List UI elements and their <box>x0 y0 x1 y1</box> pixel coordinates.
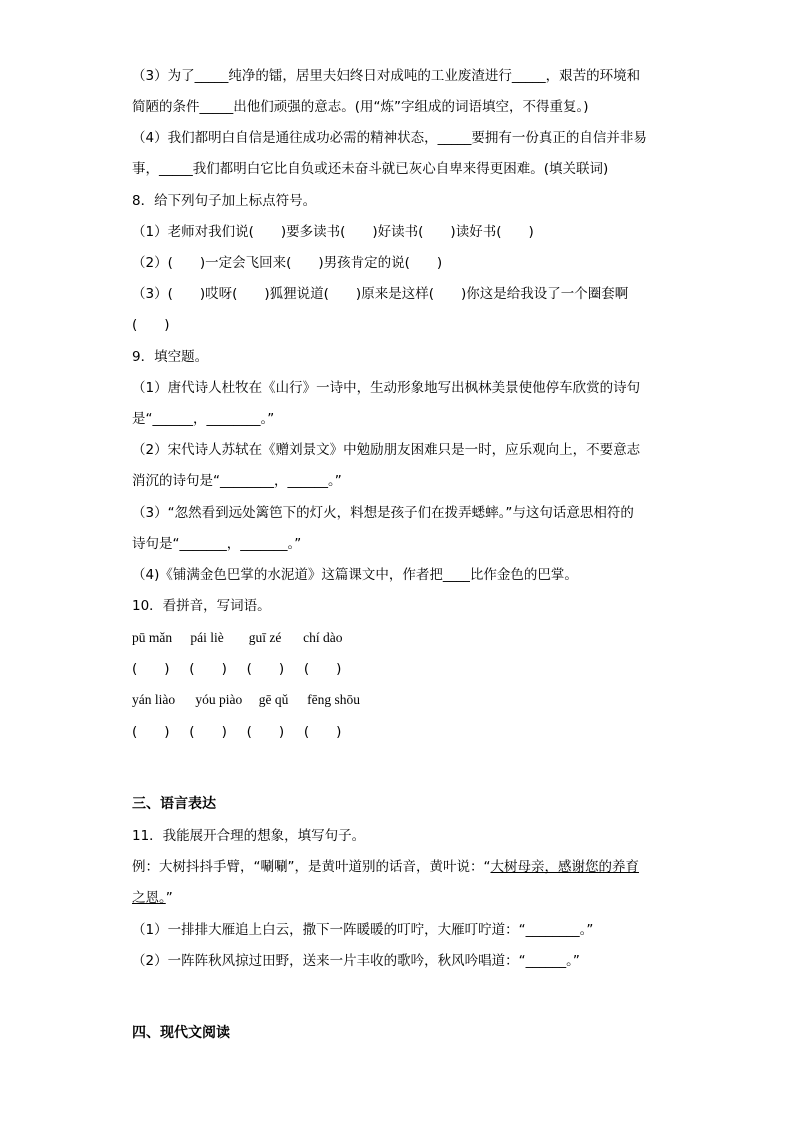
q11-heading: 11．我能展开合理的想象，填写句子。 <box>132 828 366 844</box>
q7-item4-line1: （4）我们都明白自信是通往成功必需的精神状态，_____要拥有一份真正的自信并非易 <box>132 130 647 146</box>
q8-item1: （1）老师对我们说( )要多读书( )好读书( )读好书( ) <box>132 224 534 240</box>
q11-example-line2 <box>132 888 173 908</box>
example-suffix: ” <box>165 890 173 906</box>
q10-pinyin-row2 <box>132 690 360 710</box>
answer-blank: ( ) <box>303 724 342 740</box>
q9-item3-line2: 诗句是“_______，_______。” <box>132 536 302 552</box>
q10-pinyin-row1 <box>132 628 343 648</box>
pinyin-item: fēng shōu <box>307 692 360 707</box>
section-3-heading: 三、语言表达 <box>132 796 216 812</box>
pinyin-item: guī zé <box>248 630 282 645</box>
answer-blank: ( ) <box>132 724 170 740</box>
pinyin-item: gē qǔ <box>258 692 289 707</box>
answer-blank: ( ) <box>189 661 227 677</box>
q9-item1-line1: （1）唐代诗人杜牧在《山行》一诗中，生动形象地写出枫林美景使他停车欣赏的诗句 <box>132 380 641 396</box>
example-answer: 大树母亲，感谢您的养育 <box>490 859 639 875</box>
answer-blank: ( ) <box>246 661 285 677</box>
example-answer-end: 之恩。 <box>132 890 166 906</box>
pinyin-item: pū mǎn <box>132 630 173 645</box>
q11-item2: （2）一阵阵秋风掠过田野，送来一片丰收的歌吟，秋风吟唱道：“______。” <box>132 953 580 969</box>
q7-item4-line2: 事，_____我们都明白它比自负或还未奋斗就已灰心自卑来得更困难。(填关联词) <box>132 161 609 177</box>
answer-blank: ( ) <box>132 661 170 677</box>
q9-item4: （4)《铺满金色巴掌的水泥道》这篇课文中，作者把____比作金色的巴掌。 <box>132 567 578 583</box>
q10-blanks-row2 <box>132 722 341 742</box>
pinyin-item: yóu piào <box>195 692 243 707</box>
q8-heading: 8．给下列句子加上标点符号。 <box>132 193 317 209</box>
example-prefix: 例：大树抖抖手臂，“唰唰”，是黄叶道别的话音，黄叶说：“ <box>132 859 491 875</box>
q8-item3-line2: ( ) <box>132 317 170 333</box>
pinyin-item: yán liào <box>132 692 176 707</box>
q11-example-line1 <box>132 857 639 877</box>
q7-item3-line2: 简陋的条件_____出他们顽强的意志。(用“炼”字组成的词语填空，不得重复。) <box>132 99 589 115</box>
q9-item1-line2: 是“______，________。” <box>132 411 275 427</box>
pinyin-item: pái liè <box>190 630 224 645</box>
q8-item2: （2）( )一定会飞回来( )男孩肯定的说( ) <box>132 255 443 271</box>
q11-item1: （1）一排排大雁追上白云，撒下一阵暖暖的叮咛，大雁叮咛道：“________。” <box>132 922 594 938</box>
answer-blank: ( ) <box>303 661 342 677</box>
pinyin-item: chí dào <box>303 630 343 645</box>
q9-item3-line1: （3）“忽然看到远处篱笆下的灯火，料想是孩子们在拨弄蟋蟀。”与这句话意思相符的 <box>132 505 634 521</box>
q10-blanks-row1 <box>132 659 341 679</box>
section-4-heading: 四、现代文阅读 <box>132 1025 230 1041</box>
q9-item2-line1: （2）宋代诗人苏轼在《赠刘景文》中勉励朋友困难只是一时，应乐观向上，不要意志 <box>132 442 641 458</box>
q9-heading: 9．填空题。 <box>132 349 209 365</box>
q8-item3-line1: （3）( )哎呀( )狐狸说道( )原来是这样( )你这是给我设了一个圈套啊 <box>132 286 629 302</box>
q9-item2-line2: 消沉的诗句是“________，______。” <box>132 473 342 489</box>
q10-heading: 10．看拼音，写词语。 <box>132 598 271 614</box>
answer-blank: ( ) <box>189 724 227 740</box>
answer-blank: ( ) <box>246 724 285 740</box>
q7-item3-line1: （3）为了_____纯净的镭，居里夫妇终日对成吨的工业废渣进行_____，艰苦的环境和 <box>132 68 641 84</box>
